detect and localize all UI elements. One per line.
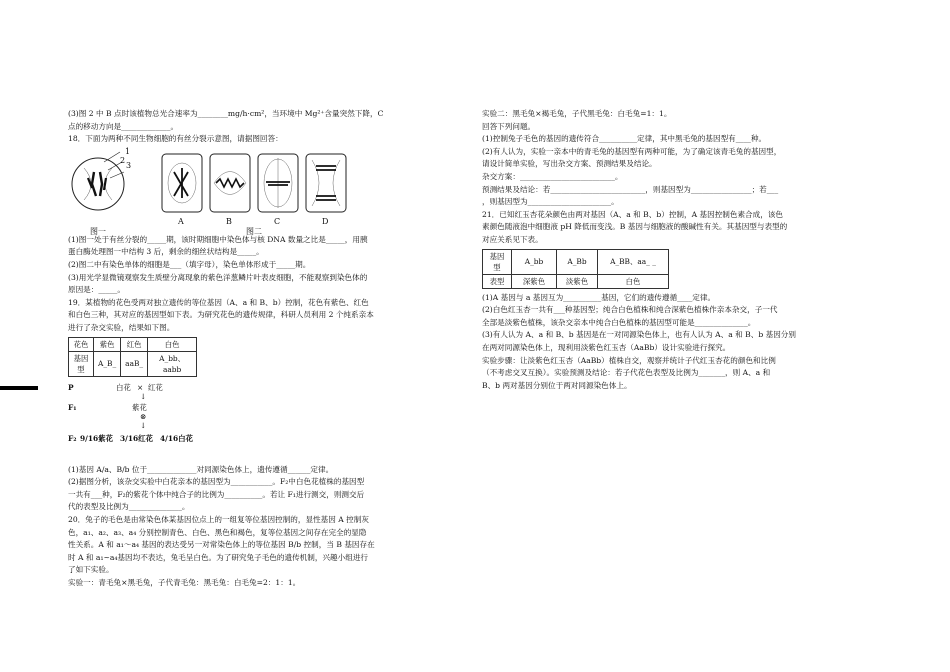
binding-margin-mark (0, 386, 38, 390)
flower-color-genotype-table (68, 337, 197, 377)
figure-1-caption: 图一 (90, 226, 106, 236)
q21-line: 素颜色随液泡中细胞液 pH 降低而变浅。B 基因与细胞液的酸碱性有关。其基因型与表型的 (482, 222, 788, 232)
arrow-down-icon: ↓ (140, 420, 147, 430)
table-row (69, 337, 197, 351)
f1-label: F₁ (68, 402, 77, 412)
p-red: 红花 (148, 382, 163, 392)
q18-intro: 18．下面为两种不同生物细胞的有丝分裂示意图，请据图回答： (68, 134, 283, 144)
cell-b-label: B (226, 216, 232, 226)
q20-continued-line: 回答下列问题。 (482, 121, 536, 131)
table-row (483, 249, 669, 274)
left-column (68, 108, 404, 589)
q18-line: 蛋白酶处理图一中结构 3 后，剩余的细丝状结构是_____。 (68, 247, 264, 257)
cell-d-label: D (322, 216, 329, 226)
figure-2-cell-b (208, 152, 252, 214)
q20-continued-line: ，则基因型为______________________。 (482, 197, 619, 207)
q20-continued-line: 预测结果及结论：若_________________________，则基因型为________________；若___ (482, 184, 779, 194)
q20-continued-line: 杂交方案：_________________________。 (482, 171, 623, 181)
q18-line: (2)图二中有染色单体的细胞是___（填字母），染色单体形成于_____期。 (68, 259, 311, 269)
cross-diagram (68, 380, 404, 464)
table-cell: 红色 (121, 337, 148, 351)
q21-sub-line: 在两对同源染色体上，现利用淡紫色红玉杏（AaBb）设计实验进行探究。 (482, 342, 731, 352)
selfing-icon: ⊗ (140, 411, 147, 421)
figure-2-cell-d (304, 152, 348, 214)
p-cross-sign: × (137, 382, 144, 392)
q21-line: 对应关系见下表。 (482, 234, 543, 244)
f2-ratio-red: 3/16红花 (120, 433, 153, 443)
q20-continued-line: (2)有人认为，实验一亲本中的青毛兔的基因型有两种可能，为了确定该青毛兔的基因型， (482, 146, 782, 156)
table-row (69, 351, 197, 376)
table-cell: 基因型 (483, 249, 512, 274)
cell-a-label: A (178, 216, 184, 226)
q21-sub-line: 实验步骤：让淡紫色红玉杏（AaBb）植株自交，观察并统计子代红玉杏花的颜色和比例 (482, 355, 776, 365)
q20-line: 色，a₁、a₂、a₃、a₄ 分别控制青色、白色、黑色和褐色，复等位基因之间存在完全的显隐 (68, 527, 367, 537)
figure-2-cell-a (160, 152, 204, 214)
q18-line: (1)图一处于有丝分裂的_____期，该时期细胞中染色体与核 DNA 数量之比是_____，用胰 (68, 234, 368, 244)
table-row (483, 274, 669, 288)
q19-line: 进行了杂交实验，结果如下图。 (68, 322, 175, 332)
q20-continued-line: 实验二：黑毛兔×褐毛兔，子代黑毛兔：白毛兔=1：1。 (482, 109, 672, 118)
figure-2-caption: 图二 (246, 226, 262, 236)
q21-sub-line: (1)A 基因与 a 基因互为__________基因，它们的遗传遵循____定律。 (482, 292, 716, 302)
q20-line: 性关系。A 和 a₁～a₄ 基因的表达受另一对常染色体上的等位基因 B/b 控制，当 B 基因存在 (68, 540, 375, 550)
q19-line: 和白色三种，其对应的基因型如下表。为研究花色的遗传规律，科研人员利用 2 个纯系亲本 (68, 310, 374, 320)
table-cell: A_BB、aa_ _ (598, 249, 669, 274)
table-cell: 白色 (598, 274, 669, 288)
table-cell: 花色 (69, 337, 94, 351)
table-cell: 紫色 (94, 337, 121, 351)
right-column (482, 108, 818, 392)
cell-c-label: C (274, 216, 281, 226)
p-label: P (68, 382, 74, 392)
q20-continued-line: 请设计简单实验，写出杂交方案、预测结果及结论。 (482, 159, 657, 169)
label-3: 3 (126, 160, 132, 170)
f2-label: F₂ (68, 433, 77, 443)
mitosis-figure (68, 148, 404, 234)
q17-part3-line1: (3)图 2 中 B 点时该植物总光合速率为________mg/h·cm²，当环境中 Mg²⁺含量突然下降，C (68, 109, 384, 118)
q18-line: 原因是：_____。 (68, 285, 125, 295)
f1-purple: 紫花 (132, 402, 147, 412)
table-cell: A_bb、aabb (148, 351, 197, 376)
table-cell: 表型 (483, 274, 512, 288)
f2-ratio-white: 4/16白花 (160, 433, 193, 443)
q18-line: (3)用光学显微镜观察发生质壁分离现象的紫色洋葱鳞片叶表皮细胞，不能观察到染色体的 (68, 272, 368, 282)
q21-sub-line: B、b 两对基因分别位于两对同源染色体上。 (482, 380, 632, 390)
q19-sub-line: (2)据图分析，该杂交实验中白花亲本的基因型为___________。F₂中白色花植株的基因型 (68, 477, 365, 487)
label-2: 2 (120, 155, 126, 165)
q20-line: 了如下实验。 (68, 565, 114, 575)
label-1: 1 (125, 146, 131, 156)
q19-line: 19．某植物的花色受两对独立遗传的等位基因（A、a 和 B、b）控制，花色有紫色、红色 (68, 297, 369, 307)
table-cell: 淡紫色 (557, 274, 598, 288)
q19-sub-line: (1)基因 A/a、B/b 位于_____________对同源染色体上，遗传遵循______定律。 (68, 464, 334, 474)
arrow-down-icon: ↓ (140, 391, 147, 401)
f2-ratio-purple: 9/16紫花 (80, 433, 113, 443)
q20-continued-line: (1)控制兔子毛色的基因的遗传符合__________定律，其中黑毛兔的基因型有____种。 (482, 134, 767, 144)
figure-2-cell-c (256, 152, 300, 214)
q21-sub-line: (3)有人认为 A、a 和 B、b 基因是在一对同源染色体上，也有人认为 A、a 和 B、b 基因分别 (482, 330, 796, 340)
q21-sub-line: （不考虑交叉互换）。实验预测及结论：若子代花色表型及比例为_______，则 A、a 和 (482, 368, 771, 378)
q20-line: 实验一：青毛兔×黑毛兔，子代青毛兔：黑毛兔：白毛兔=2：1：1。 (68, 577, 301, 587)
p-white: 白花 (116, 382, 131, 392)
table-cell: 白色 (148, 337, 197, 351)
q21-sub-line: 全部是淡紫色植株，该杂交亲本中纯合白色植株的基因型可能是______________。 (482, 317, 756, 327)
table-cell: A_B_ (94, 351, 121, 376)
q17-part3-line2: 点的移动方向是_____________。 (68, 121, 179, 131)
q19-sub-line: 代的表型及比例为______________。 (68, 502, 190, 512)
q19-sub-line: 一共有___种，F₂的紫花个体中纯合子的比例为__________。若让 F₁进行测交，则测交后 (68, 489, 365, 499)
table-cell: A_bb (512, 249, 557, 274)
table-cell: A_Bb (557, 249, 598, 274)
apricot-genotype-table (482, 249, 669, 289)
q21-line: 21．已知红玉杏花朵颜色由两对基因（A、a 和 B、b）控制，A 基因控制色素合成，该色 (482, 209, 784, 219)
table-cell: 深紫色 (512, 274, 557, 288)
table-cell: 基因型 (69, 351, 94, 376)
q21-sub-line: (2)白色红玉杏一共有___种基因型；纯合白色植株和纯合深紫色植株作亲本杂交，子一代 (482, 305, 778, 315)
table-cell: aaB_ (121, 351, 148, 376)
q20-line: 20．兔子的毛色是由常染色体某基因位点上的一组复等位基因控制的，显性基因 A 控制灰 (68, 514, 369, 524)
q20-line: 时 A 和 a₁~a₄基因均不表达，兔毛呈白色。为了研究兔子毛色的遗传机制，兴趣小组进行 (68, 552, 369, 562)
